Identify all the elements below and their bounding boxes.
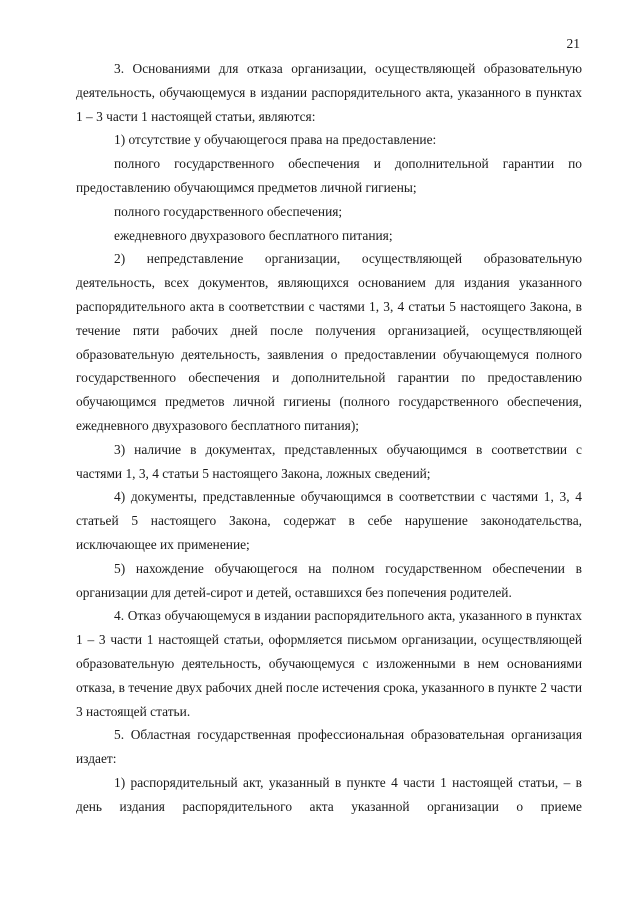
paragraph: 1) распорядительный акт, указанный в пункте 4 части 1 настоящей статьи, – в день издания распорядительного акта указанной организации о приеме [76,774,582,814]
page-number: 21 [566,36,580,51]
paragraph: 5. Областная государственная профессиональная образовательная организация издает: [76,727,582,767]
paragraph: 2) непредставление организации, осуществляющей образовательную деятельность, всех документов, являющихся основанием для издания указанного распорядительного акта в соответствии с частями 1, 3, 4 статьи 5 настоящего Закона, в течение пяти рабочих дней после получения организацией, осуществляющей образовательную деятельность, заявления о предоставлении обучающемуся полного государственного обеспечения и дополнительной гарантии по предоставлению обучающимся предметов личной гигиены (полного государственного обеспечения, ежедневного двухразового бесплатного питания); [76,251,582,433]
paragraph: 3. Основаниями для отказа организации, осуществляющей образовательную деятельность, обучающемуся в издании распорядительного акта, указанного в пунктах 1 – 3 части 1 настоящей статьи, являются: [76,61,582,124]
paragraph: 4) документы, представленные обучающимся в соответствии с частями 1, 3, 4 статьей 5 настоящего Закона, содержат в себе нарушение законодательства, исключающее их применение; [76,489,582,552]
paragraph: 3) наличие в документах, представленных обучающимся в соответствии с частями 1, 3, 4 статьи 5 настоящего Закона, ложных сведений; [76,441,582,481]
paragraph: полного государственного обеспечения и дополнительной гарантии по предоставлению обучающимся предметов личной гигиены; [76,156,582,195]
document-body [76,57,582,819]
paragraph: ежедневного двухразового бесплатного питания; [114,227,393,243]
paragraph: полного государственного обеспечения; [114,203,343,219]
paragraph: 4. Отказ обучающемуся в издании распорядительного акта, указанного в пунктах 1 – 3 части 1 настоящей статьи, оформляется письмом организации, осуществляющей образовательную деятельность, обучающемуся с изложенными в нем основаниями отказа, в течение двух рабочих дней после истечения срока, указанного в пункте 2 части 3 настоящей статьи. [76,608,582,719]
paragraph: 1) отсутствие у обучающегося права на предоставление: [114,132,437,148]
paragraph: 5) нахождение обучающегося на полном государственном обеспечении в организации для детей-сирот и детей, оставшихся без попечения родителей. [76,560,582,600]
